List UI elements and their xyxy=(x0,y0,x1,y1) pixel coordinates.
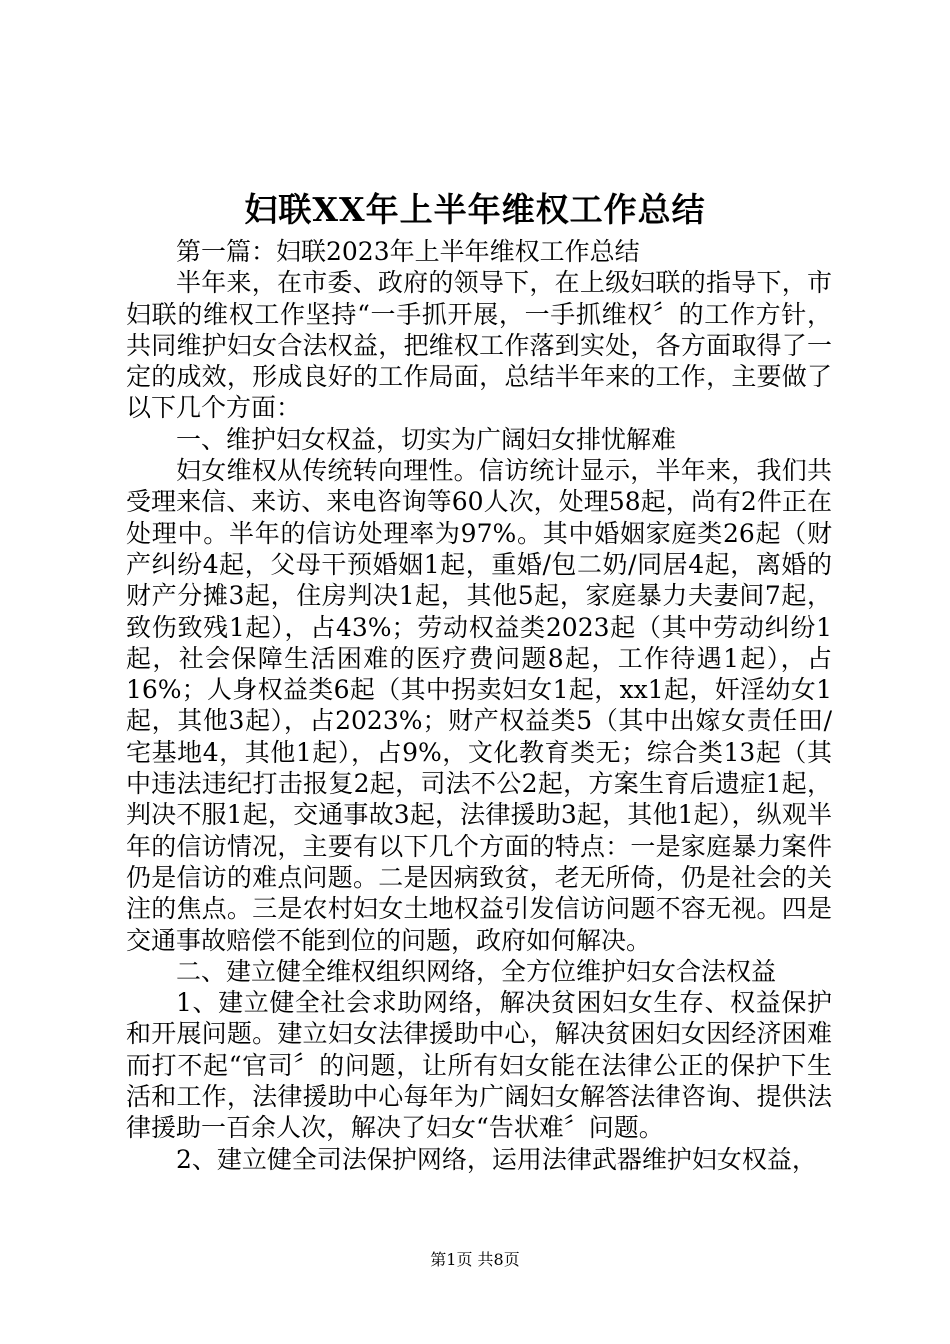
section-heading-one: 一、维护妇女权益，切实为广阔妇女排忧解难 xyxy=(176,424,677,454)
paragraph-intro: 半年来，在市委、政府的领导下，在上级妇联的指导下，市妇联的维权工作坚持“一手抓开展，一手抓维权〞的工作方针，共同维护妇女合法权益，把维权工作落到实处，各方面取得了一定的成效，形成良好的工作局面，总结半年来的工作，主要做了以下几个方面： xyxy=(126,268,832,423)
section-heading-two: 二、建立健全维权组织网络，全方位维护妇女合法权益 xyxy=(176,956,777,986)
paragraph-social-aid-network: 1、建立健全社会求助网络，解决贫困妇女生存、权益保护和开展问题。建立妇女法律援助中心，解决贫困妇女因经济困难而打不起“官司〞的问题，让所有妇女能在法律公正的保护下生活和工作，法律援助中心每年为广阔妇女解答法律咨询、提供法律援助一百余人次，解决了妇女“告状难〞问题。 xyxy=(126,988,832,1143)
document-title: 妇联XX年上半年维权工作总结 xyxy=(244,190,706,229)
section-heading-part-one: 第一篇：妇联2023年上半年维权工作总结 xyxy=(176,237,640,266)
paragraph-judicial-network: 2、建立健全司法保护网络，运用法律武器维护妇女权益， xyxy=(176,1144,817,1174)
paragraph-petition-statistics: 妇女维权从传统转向理性。信访统计显示，半年来，我们共受理来信、来访、来电咨询等60人次，处理58起，尚有2件正在处理中。半年的信访处理率为97%。其中婚姻家庭类26起（财产纠纷4起，父母干预婚姻1起，重婚/包二奶/同居4起，离婚的财产分摊3起，住房判决1起，其他5起，家庭暴力夫妻间7起，致伤致残1起），占43%；劳动权益类2023起（其中劳动纠纷1起，社会保障生活困难的医疗费问题8起，工作待遇1起），占16%；人身权益类6起（其中拐卖妇女1起，xx1起，奸淫幼女1起，其他3起），占2023%；财产权益类5（其中出嫁女责任田/宅基地4，其他1起），占9%，文化教育类无；综合类13起（其中违法违纪打击报复2起，司法不公2起，方案生育后遗症1起，判决不服1起，交通事故3起，法律援助3起，其他1起），纵观半年的信访情况，主要有以下几个方面的特点：一是家庭暴力案件仍是信访的难点问题。二是因病致贫，老无所倚，仍是社会的关注的焦点。三是农村妇女土地权益引发信访问题不容无视。四是交通事故赔偿不能到位的问题，政府如何解决。 xyxy=(126,456,832,955)
page-number-footer: 第1页 共8页 xyxy=(430,1250,520,1269)
document-body xyxy=(126,236,832,1175)
